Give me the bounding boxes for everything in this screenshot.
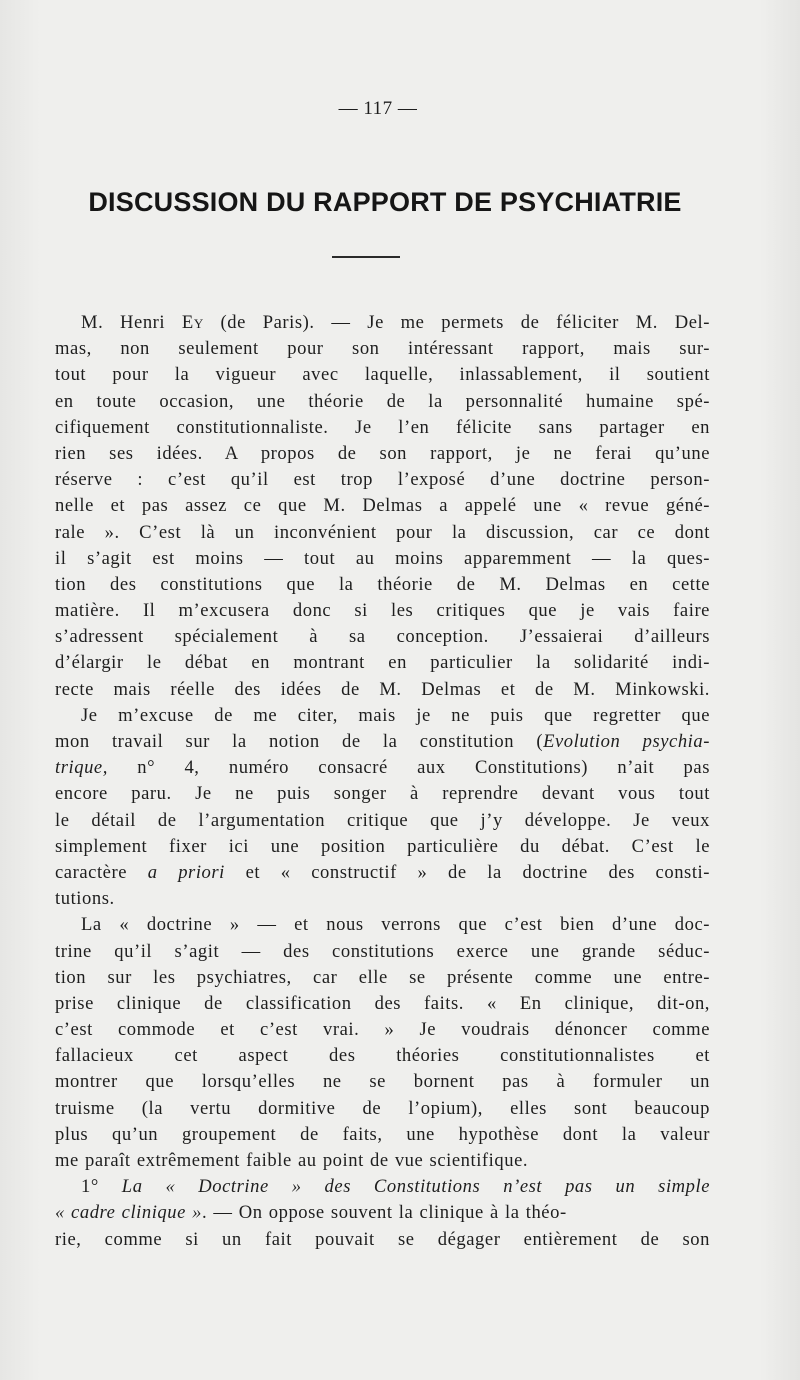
text-segment: nelle et pas assez ce que M. Delmas a appelé une « revue géné- xyxy=(55,495,710,517)
text-line xyxy=(55,1096,710,1122)
text-segment: (de Paris). — Je me permets de féliciter M. Del- xyxy=(203,312,710,333)
text-segment: 1° xyxy=(81,1176,122,1198)
text-line xyxy=(55,441,710,467)
text-segment: me paraît extrêmement faible au point de vue scientifique. xyxy=(55,1150,529,1171)
text-segment: et « constructif » de la doctrine des consti- xyxy=(224,861,711,883)
text-line xyxy=(55,781,710,807)
text-segment: tion sur les psychiatres, car elle se présente comme une entre- xyxy=(55,966,710,988)
text-line xyxy=(55,598,710,624)
text-line xyxy=(55,546,710,572)
text-line xyxy=(55,310,710,336)
text-line xyxy=(55,362,710,388)
text-line xyxy=(55,1148,710,1174)
text-line xyxy=(55,520,710,546)
text-line xyxy=(55,650,710,676)
text-segment: rie, comme si un fait pouvait se dégager entièrement de son xyxy=(55,1228,710,1250)
text-segment: tutions. xyxy=(55,888,115,910)
text-line xyxy=(55,415,710,441)
text-line xyxy=(55,1069,710,1095)
text-line xyxy=(55,677,710,703)
text-line xyxy=(55,808,710,834)
text-line xyxy=(55,860,710,886)
text-segment: caractère xyxy=(55,861,148,883)
text-line xyxy=(55,729,710,755)
text-segment: mon travail sur la notion de la constitution ( xyxy=(55,731,544,752)
text-line xyxy=(55,1122,710,1148)
body-text xyxy=(55,310,710,1253)
text-segment: tout pour la vigueur avec laquelle, inlassablement, il soutient xyxy=(55,364,710,386)
italic-text: La « Doctrine » des Constitutions n’est pas un simple xyxy=(121,1176,711,1198)
paragraph xyxy=(55,310,710,912)
text-line xyxy=(55,389,710,415)
italic-text: Evolution psychia- xyxy=(543,731,710,752)
text-line xyxy=(55,886,710,912)
text-line xyxy=(55,1200,710,1226)
text-segment: trine qu’il s’agit — des constitutions exerce une grande séduc- xyxy=(55,940,710,962)
italic-text: « cadre clinique » xyxy=(55,1202,202,1224)
text-segment: cifiquement constitutionnaliste. Je l’en félicite sans partager en xyxy=(55,416,710,438)
text-segment: simplement fixer ici une position particulière du débat. C’est le xyxy=(55,835,710,857)
text-segment: c’est commode et c’est vrai. » Je voudrais dénoncer comme xyxy=(55,1019,710,1041)
paragraph xyxy=(55,912,710,1174)
text-segment: il s’agit est moins — tout au moins apparemment — la ques- xyxy=(55,547,710,569)
text-line xyxy=(55,939,710,965)
text-segment: s’adressent spécialement à sa conception. J’essaierai d’ailleurs xyxy=(55,626,710,648)
text-segment: fallacieux cet aspect des théories constitutionnalistes et xyxy=(55,1045,710,1067)
text-line xyxy=(55,1227,710,1253)
text-line xyxy=(55,572,710,598)
text-segment: truisme (la vertu dormitive de l’opium), elles sont beaucoup xyxy=(55,1097,710,1119)
text-line xyxy=(55,755,710,781)
text-segment: mas, non seulement pour son intéressant rapport, mais sur- xyxy=(55,338,710,360)
text-line xyxy=(55,467,710,493)
text-segment: La « doctrine » — et nous verrons que c’est bien d’une doc- xyxy=(81,914,710,936)
text-line xyxy=(55,834,710,860)
text-line xyxy=(55,1174,710,1200)
text-segment: rien ses idées. A propos de son rapport, je ne ferai qu’une xyxy=(55,442,710,464)
text-segment: Ey xyxy=(181,312,204,333)
text-segment: le détail de l’argumentation critique que j’y développe. Je veux xyxy=(55,809,710,831)
text-line xyxy=(55,493,710,519)
text-segment: en toute occasion, une théorie de la personnalité humaine spé- xyxy=(55,390,710,412)
text-line xyxy=(55,624,710,650)
page-number: — 117 — xyxy=(338,98,418,119)
text-segment: rale ». C’est là un inconvénient pour la discussion, car ce dont xyxy=(55,521,710,543)
text-segment: d’élargir le débat en montrant en particulier la solidarité indi- xyxy=(55,652,710,674)
text-segment: . — On oppose souvent la clinique à la théo- xyxy=(201,1202,567,1224)
text-line xyxy=(55,1043,710,1069)
text-line xyxy=(55,703,710,729)
text-segment: montrer que lorsqu’elles ne se bornent pas à formuler un xyxy=(55,1071,710,1093)
text-segment: réserve : c’est qu’il est trop l’exposé d’une doctrine person- xyxy=(55,469,710,491)
text-segment: Je m’excuse de me citer, mais je ne puis que regretter que xyxy=(81,704,710,726)
italic-text: a priori xyxy=(147,861,225,883)
text-segment: matière. Il m’excusera donc si les critiques que je vais faire xyxy=(55,600,710,622)
page-title: DISCUSSION DU RAPPORT DE PSYCHIATRIE xyxy=(88,187,682,217)
text-segment: encore paru. Je ne puis songer à reprendre devant vous tout xyxy=(55,783,710,805)
text-line xyxy=(55,912,710,938)
text-line xyxy=(55,1017,710,1043)
title-rule-divider xyxy=(332,256,400,258)
text-segment: n° 4, numéro consacré aux Constitutions) n’ait pas xyxy=(107,757,710,779)
text-segment: prise clinique de classification des faits. « En clinique, dit-on, xyxy=(55,992,710,1014)
text-line xyxy=(55,336,710,362)
text-line xyxy=(55,965,710,991)
text-segment: plus qu’un groupement de faits, une hypothèse dont la valeur xyxy=(55,1123,710,1145)
text-segment: tion des constitutions que la théorie de M. Delmas en cette xyxy=(55,573,710,595)
paragraph xyxy=(55,1174,710,1253)
text-segment: M. Henri xyxy=(81,312,182,333)
italic-text: trique, xyxy=(55,757,108,779)
text-segment: recte mais réelle des idées de M. Delmas et de M. Minkowski. xyxy=(55,678,710,700)
text-line xyxy=(55,991,710,1017)
